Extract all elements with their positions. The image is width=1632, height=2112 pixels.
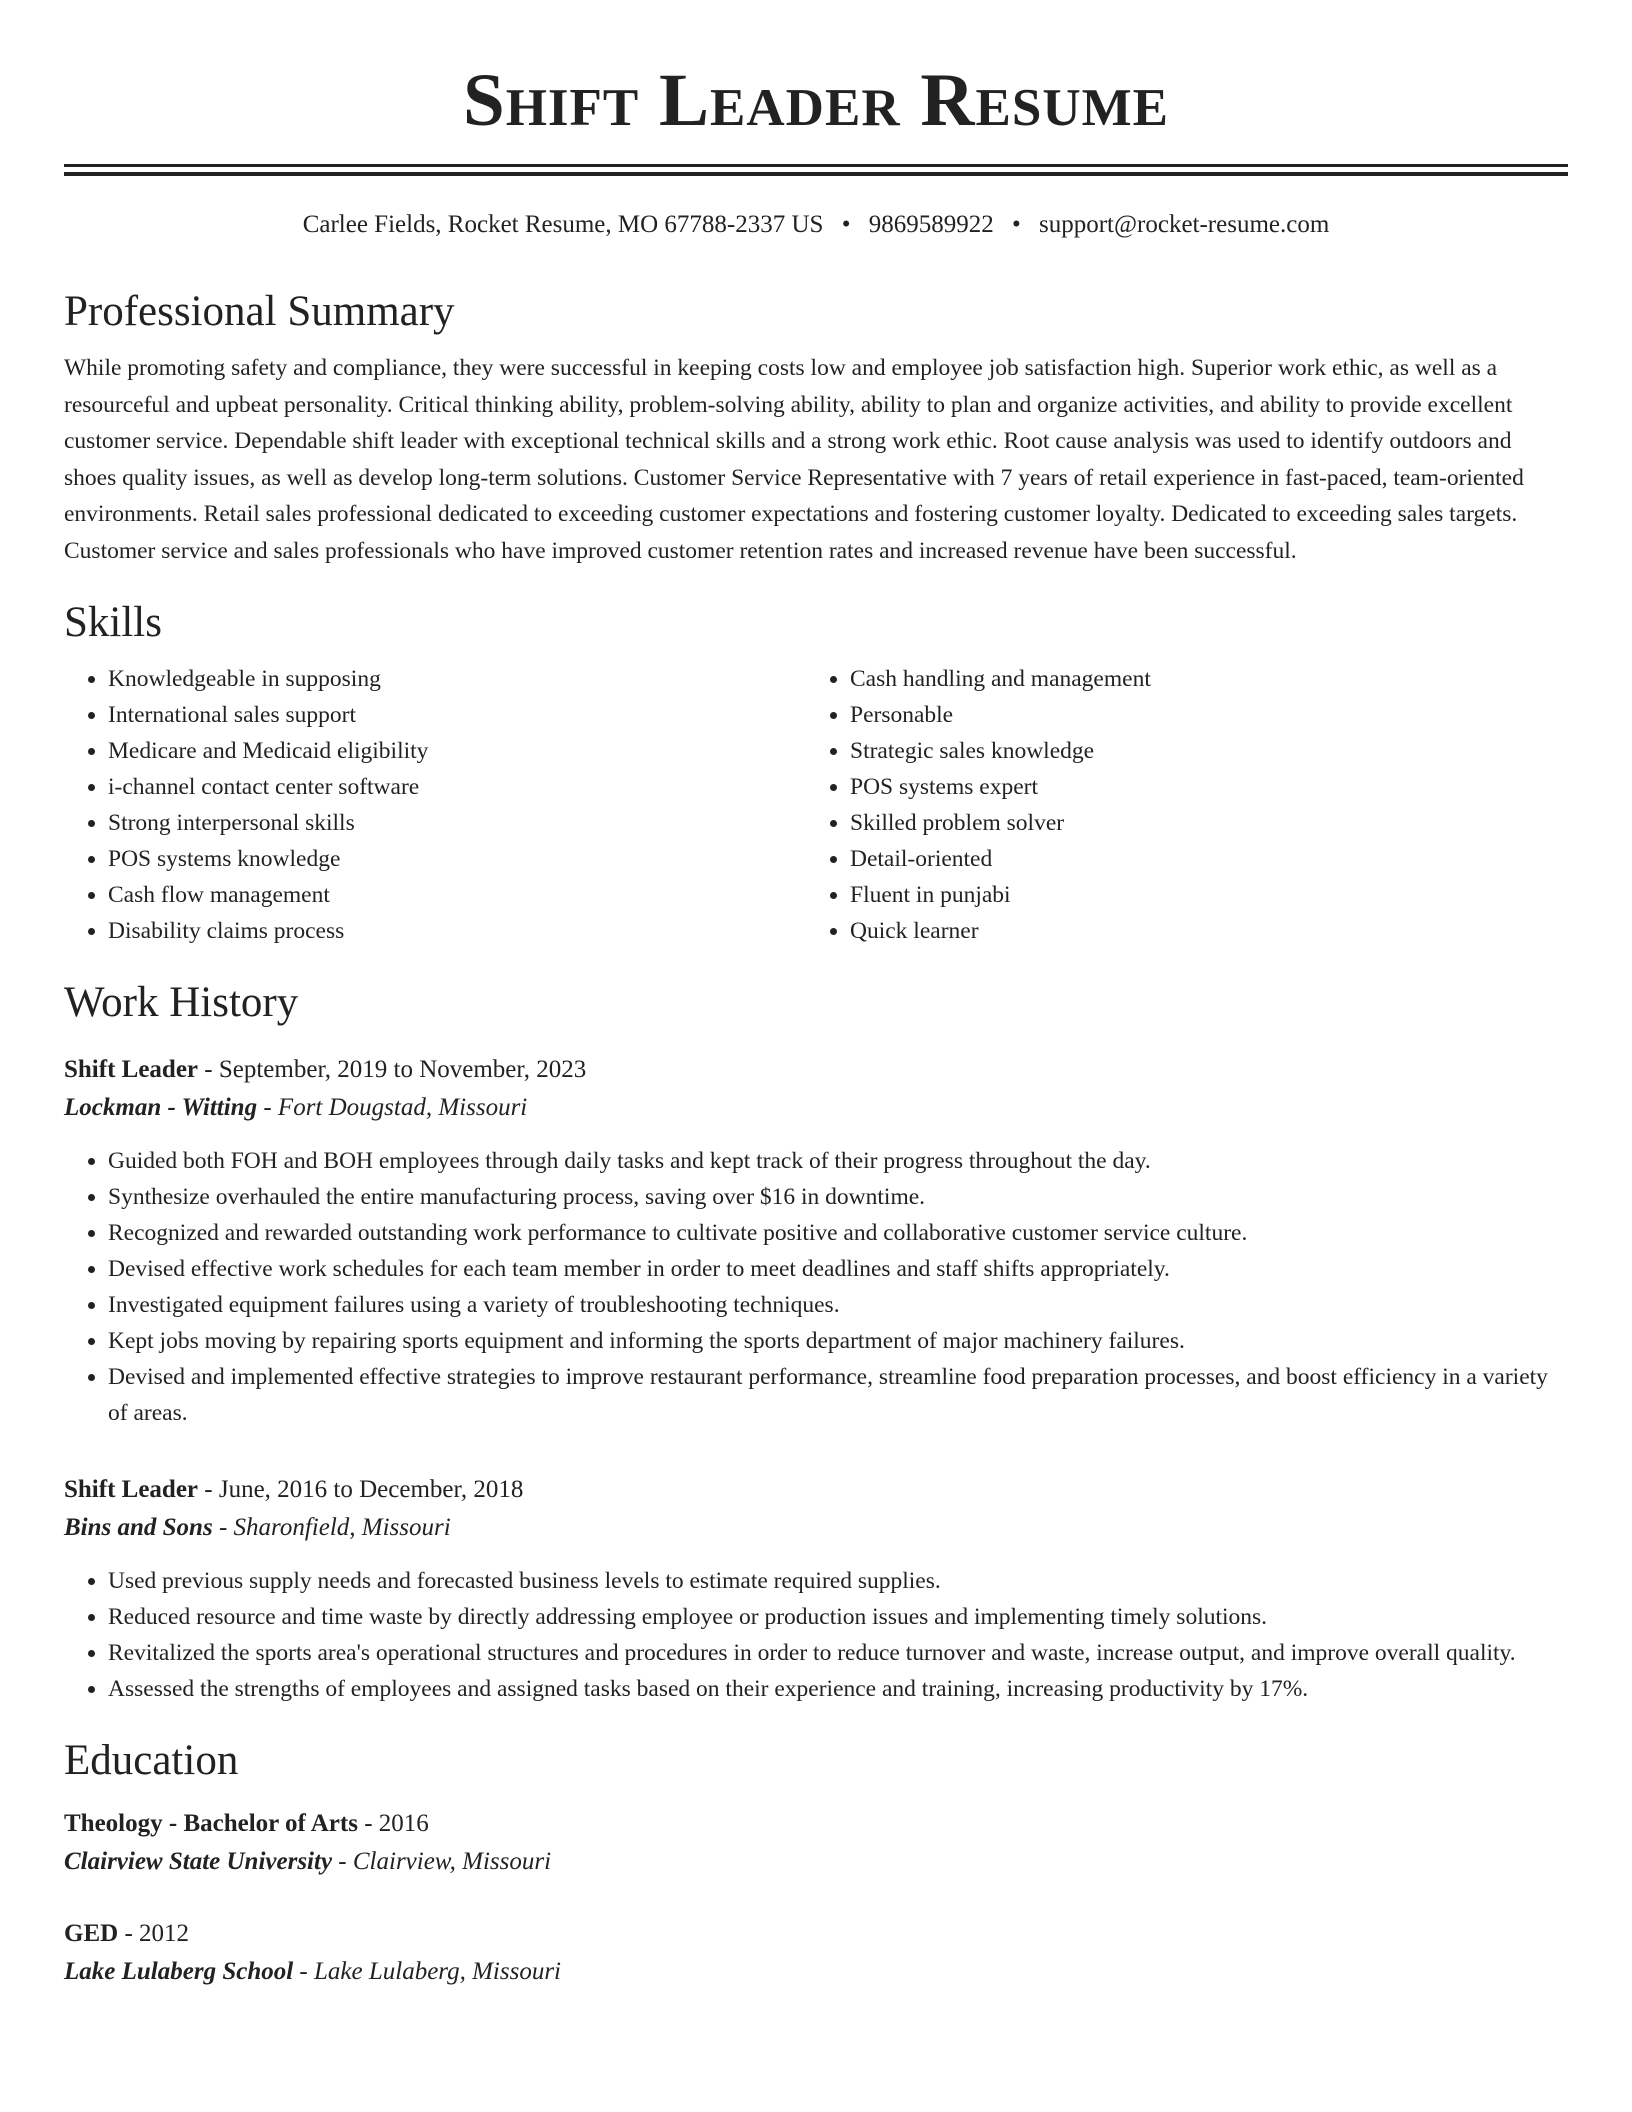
education-location: - Lake Lulaberg, Missouri bbox=[293, 1958, 561, 1985]
contact-line bbox=[64, 210, 1568, 240]
job-duty: • Assessed the strengths of employees and assigned tasks based on their experience and training, increasing productivity by 17%. bbox=[108, 1671, 1568, 1707]
contact-email: support@rocket-resume.com bbox=[1039, 211, 1330, 238]
education-degree-line bbox=[64, 1805, 1568, 1843]
skill-item: • Quick learner bbox=[850, 913, 1568, 949]
skill-item: • POS systems knowledge bbox=[108, 841, 806, 877]
job-duties-list bbox=[64, 1143, 1568, 1431]
skill-item: • Personable bbox=[850, 697, 1568, 733]
job-entry bbox=[64, 1051, 1568, 1431]
skill-item: • Medicare and Medicaid eligibility bbox=[108, 733, 806, 769]
education-year: - 2012 bbox=[118, 1920, 190, 1947]
job-duty: • Used previous supply needs and forecasted business levels to estimate required supplies. bbox=[108, 1563, 1568, 1599]
education-school: Lake Lulaberg School bbox=[64, 1958, 294, 1985]
skill-item: • Detail-oriented bbox=[850, 841, 1568, 877]
skills-columns bbox=[64, 661, 1568, 949]
education-year: - 2016 bbox=[357, 1810, 429, 1837]
skills-heading: Skills bbox=[64, 599, 162, 646]
job-duty: • Devised effective work schedules for each team member in order to meet deadlines and staff shifts appropriately. bbox=[108, 1251, 1568, 1287]
skill-item: • Cash handling and management bbox=[850, 661, 1568, 697]
job-duty: • Devised and implemented effective strategies to improve restaurant performance, streamline food preparation processes, and boost efficiency in a variety of areas. bbox=[108, 1359, 1568, 1431]
title-rule-top bbox=[64, 164, 1568, 167]
education-degree: Theology - Bachelor of Arts bbox=[64, 1810, 358, 1837]
contact-separator: • bbox=[841, 211, 851, 238]
education-school-line bbox=[64, 1843, 1568, 1881]
job-duty: • Recognized and rewarded outstanding work performance to cultivate positive and collaborative customer service culture. bbox=[108, 1215, 1568, 1251]
summary-text: While promoting safety and compliance, they were successful in keeping costs low and employee job satisfaction high. Superior work ethic, as well as a resourceful and upbeat personality. Critical thinking ability, problem-solving ability, ability to plan and organize activities, and ability to provide excellent customer service. Dependable shift leader with exceptional technical skills and a strong work ethic. Root cause analysis was used to identify outdoors and shoes quality issues, as well as develop long-term solutions. Customer Service Representative with 7 years of retail experience in fast-paced, team-oriented environments. Retail sales professional dedicated to exceeding customer expectations and fostering customer loyalty. Dedicated to exceeding sales targets. Customer service and sales professionals who have improved customer retention rates and increased revenue have been successful. bbox=[64, 355, 1524, 564]
title-rule-bottom bbox=[64, 172, 1568, 176]
job-title: Shift Leader bbox=[64, 1476, 199, 1503]
skill-item: • Cash flow management bbox=[108, 877, 806, 913]
job-location: - Fort Dougstad, Missouri bbox=[257, 1094, 528, 1121]
job-duty: • Kept jobs moving by repairing sports equipment and informing the sports department of major machinery failures. bbox=[108, 1323, 1568, 1359]
skill-item: • POS systems expert bbox=[850, 769, 1568, 805]
job-duties-list bbox=[64, 1563, 1568, 1707]
job-title: Shift Leader bbox=[64, 1056, 199, 1083]
skill-item: • Fluent in punjabi bbox=[850, 877, 1568, 913]
skill-item: • Disability claims process bbox=[108, 913, 806, 949]
job-company-line bbox=[64, 1089, 1568, 1127]
job-entry bbox=[64, 1471, 1568, 1707]
job-title-line bbox=[64, 1471, 1568, 1509]
skill-item: • Skilled problem solver bbox=[850, 805, 1568, 841]
contact-phone: 9869589922 bbox=[868, 211, 994, 238]
job-company: Lockman - Witting bbox=[64, 1094, 258, 1121]
job-duty: • Synthesize overhauled the entire manufacturing process, saving over $16 in downtime. bbox=[108, 1179, 1568, 1215]
skill-item: • International sales support bbox=[108, 697, 806, 733]
contact-address: Carlee Fields, Rocket Resume, MO 67788-2337 US bbox=[302, 211, 824, 238]
job-duty: • Guided both FOH and BOH employees through daily tasks and kept track of their progress throughout the day. bbox=[108, 1143, 1568, 1179]
job-duty: • Revitalized the sports area's operational structures and procedures in order to reduce turnover and waste, increase output, and improve overall quality. bbox=[108, 1635, 1568, 1671]
education-entry bbox=[64, 1915, 1568, 1991]
skill-item: • Strong interpersonal skills bbox=[108, 805, 806, 841]
education-school: Clairview State University bbox=[64, 1848, 333, 1875]
skill-item: • Strategic sales knowledge bbox=[850, 733, 1568, 769]
education-school-line bbox=[64, 1953, 1568, 1991]
education-location: - Clairview, Missouri bbox=[332, 1848, 552, 1875]
skills-list-left bbox=[64, 661, 806, 949]
job-company: Bins and Sons bbox=[64, 1514, 213, 1541]
education-degree-line bbox=[64, 1915, 1568, 1953]
job-duty: • Investigated equipment failures using a variety of troubleshooting techniques. bbox=[108, 1287, 1568, 1323]
summary-heading: Professional Summary bbox=[64, 288, 455, 335]
contact-separator: • bbox=[1011, 211, 1021, 238]
skill-item: • Knowledgeable in supposing bbox=[108, 661, 806, 697]
skill-item: • i-channel contact center software bbox=[108, 769, 806, 805]
job-duty: • Reduced resource and time waste by directly addressing employee or production issues and implementing timely solutions. bbox=[108, 1599, 1568, 1635]
work-history-heading: Work History bbox=[64, 979, 299, 1026]
skills-list-right bbox=[806, 661, 1568, 949]
job-dates: - September, 2019 to November, 2023 bbox=[198, 1056, 587, 1083]
job-location: - Sharonfield, Missouri bbox=[212, 1514, 451, 1541]
education-heading: Education bbox=[64, 1737, 239, 1784]
job-title-line bbox=[64, 1051, 1568, 1089]
job-company-line bbox=[64, 1509, 1568, 1547]
education-entry bbox=[64, 1805, 1568, 1881]
education-degree: GED bbox=[64, 1920, 119, 1947]
job-dates: - June, 2016 to December, 2018 bbox=[198, 1476, 524, 1503]
resume-title: Shift Leader Resume bbox=[463, 59, 1169, 142]
